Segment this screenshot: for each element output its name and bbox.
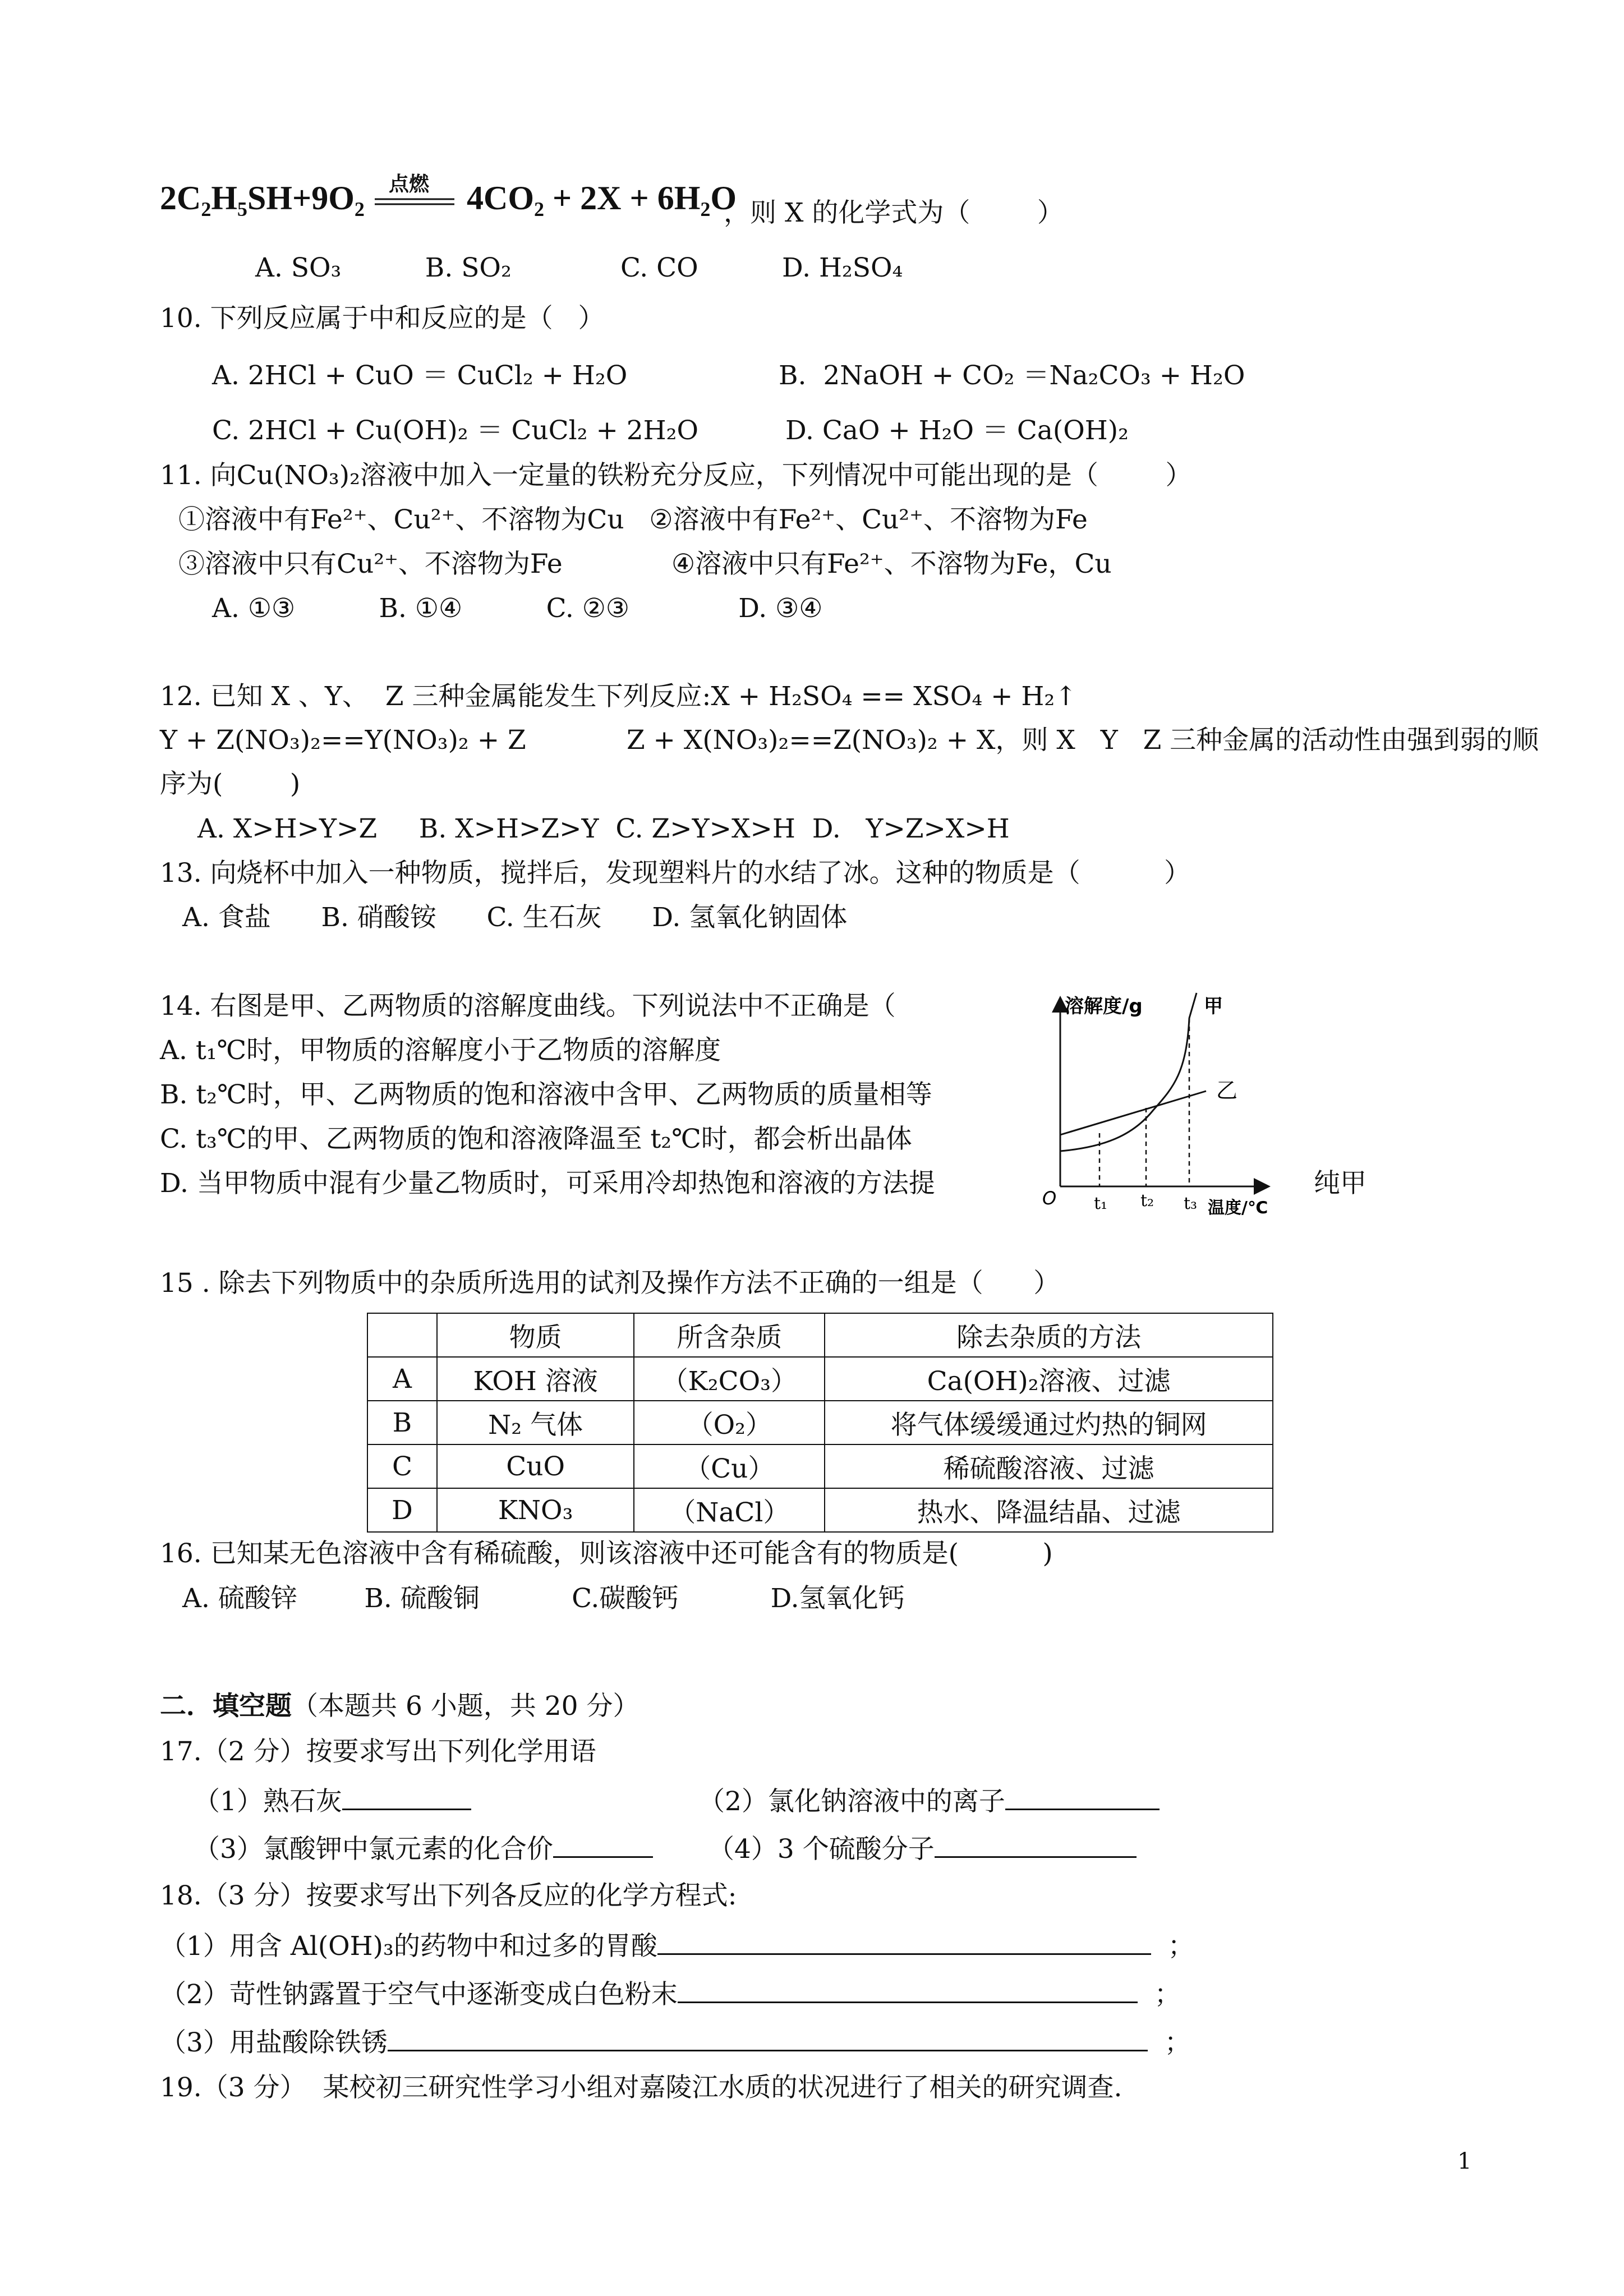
table-row [367,1488,1273,1532]
answer-blank[interactable] [678,1977,1138,2003]
q15-stem: 15 . 除去下列物质中的杂质所选用的试剂及操作方法不正确的一组是（ ） [160,1268,1060,1299]
q17-item-1 [194,1784,471,1819]
q15-table [367,1313,1273,1533]
table-cell: Ca(OH)₂溶液、过滤 [825,1357,1273,1401]
q10-stem: 10. 下列反应属于中和反应的是（ ） [160,303,605,334]
table-cell: KNO₃ [437,1488,634,1532]
q12-line-3: 序为( ) [160,769,301,799]
section-title: 二．填空题 [160,1691,292,1722]
q17-stem: 17.（2 分）按要求写出下列化学用语 [160,1736,596,1767]
table-header-row [367,1313,1273,1357]
table-row [367,1401,1273,1444]
q18-stem: 18.（3 分）按要求写出下列各反应的化学方程式: [160,1880,737,1911]
chart-ylabel: 溶解度/g [1065,995,1143,1018]
q11-stem: 11. 向Cu(NO₃)₂溶液中加入一定量的铁粉充分反应，下列情况中可能出现的是（ ） [160,460,1192,491]
answer-blank[interactable] [657,1929,1151,1955]
table-cell: N₂ 气体 [437,1401,634,1444]
q17-item-4 [708,1832,1137,1866]
q17-item-1-label: （1）熟石灰 [194,1786,342,1817]
table-cell: D [367,1488,437,1532]
answer-blank[interactable] [553,1832,653,1858]
table-header: 所含杂质 [634,1313,825,1357]
solubility-chart [1038,984,1290,1231]
q17-item-4-label: （4）3 个硫酸分子 [708,1834,935,1865]
q9-question: ，则 X 的化学式为（ ） [724,197,1064,228]
q12-stem: 12. 已知 X 、Y、 Z 三种金属能发生下列反应:X + H₂SO₄ == XSO₄ + H₂↑ [160,681,1077,712]
q18-item-3-semicolon: ； [1164,2027,1191,2058]
q12-line-2: Y + Z(NO₃)₂==Y(NO₃)₂ + Z Z + X(NO₃)₂==Z(NO₃)₂ + X，则 X Y Z 三种金属的活动性由强到弱的顺 [160,725,1539,756]
table-cell: （Cu） [634,1444,825,1488]
q18-item-2 [160,1977,1181,2012]
q10-option-b: B. 2NaOH + CO₂ ＝Na₂CO₃ + H₂O [779,360,1245,391]
q10-option-a: A. 2HCl + CuO ＝ CuCl₂ + H₂O [212,360,628,391]
q9-equation-left: 2C₂H₅SH+9O₂ [160,180,365,217]
q17-item-2 [698,1784,1160,1819]
table-header: 物质 [437,1313,634,1357]
chart-tick-t2: t₂ [1140,1191,1154,1211]
q9-arrow-double-line [375,197,454,206]
q9-equation-right: 4CO₂ + 2X + 6H₂O [467,180,737,217]
q14-option-b: B. t₂℃时，甲、乙两物质的饱和溶液中含甲、乙两物质的质量相等 [160,1079,932,1110]
q14-option-d-tail: 纯甲 [1314,1168,1367,1199]
q12-options: A. X>H>Y>Z B. X>H>Z>Y C. Z>Y>X>H D. Y>Z>X>H [197,813,1010,844]
chart-xlabel: 温度/℃ [1208,1198,1268,1218]
table-cell: 稀硫酸溶液、过滤 [825,1444,1273,1488]
q18-item-1-semicolon: ； [1167,1931,1194,1962]
q19-stem: 19.（3 分） 某校初三研究性学习小组对嘉陵江水质的状况进行了相关的研究调查. [160,2072,1122,2103]
answer-blank[interactable] [935,1832,1137,1858]
table-header: 除去杂质的方法 [825,1313,1273,1357]
q10-option-c: C. 2HCl + Cu(OH)₂ ＝ CuCl₂ + 2H₂O [212,415,699,446]
q18-item-1-label: （1）用含 Al(OH)₃的药物中和过多的胃酸 [160,1931,657,1962]
q10-option-d: D. CaO + H₂O ＝ Ca(OH)₂ [785,415,1129,446]
q17-item-3 [194,1832,653,1866]
q17-item-3-label: （3）氯酸钾中氯元素的化合价 [194,1834,553,1865]
table-cell: C [367,1444,437,1488]
q14-option-d: D. 当甲物质中混有少量乙物质时，可采用冷却热饱和溶液的方法提 [160,1168,935,1199]
q14-option-c: C. t₃℃的甲、乙两物质的饱和溶液降温至 t₂℃时，都会析出晶体 [160,1124,912,1154]
table-cell: 热水、降温结晶、过滤 [825,1488,1273,1532]
answer-blank[interactable] [342,1784,471,1810]
table-cell: （O₂） [634,1401,825,1444]
chart-tick-t3: t₃ [1184,1194,1198,1213]
answer-blank[interactable] [388,2025,1148,2051]
q18-item-3 [160,2025,1191,2060]
table-cell: KOH 溶液 [437,1357,634,1401]
table-header [367,1313,437,1357]
q17-item-2-label: （2）氯化钠溶液中的离子 [698,1786,1005,1817]
q9-condition: 点燃 [389,172,430,196]
q18-item-2-label: （2）苛性钠露置于空气中逐渐变成白色粉末 [160,1979,678,2010]
table-cell: （K₂CO₃） [634,1357,825,1401]
q18-item-3-label: （3）用盐酸除铁锈 [160,2027,388,2058]
table-row [367,1444,1273,1488]
table-row [367,1357,1273,1401]
chart-label-yi: 乙 [1216,1078,1238,1103]
q11-options: A. ①③ B. ①④ C. ②③ D. ③④ [212,593,823,624]
table-cell: B [367,1401,437,1444]
q11-line-2: ③溶液中只有Cu²⁺、不溶物为Fe ④溶液中只有Fe²⁺、不溶物为Fe，Cu [178,549,1112,579]
page-number: 1 [1457,2148,1472,2174]
q9-options: A. SO₃ B. SO₂ C. CO D. H₂SO₄ [255,252,903,283]
answer-blank[interactable] [1005,1784,1160,1810]
section-heading [160,1690,639,1723]
section-note: （本题共 6 小题，共 20 分） [292,1691,640,1722]
chart-label-jia: 甲 [1204,995,1223,1018]
table-cell: （NaCl） [634,1488,825,1532]
chart-origin: O [1042,1188,1057,1209]
table-cell: 将气体缓缓通过灼热的铜网 [825,1401,1273,1444]
table-cell: A [367,1357,437,1401]
q11-line-1: ①溶液中有Fe²⁺、Cu²⁺、不溶物为Cu ②溶液中有Fe²⁺、Cu²⁺、不溶物为Fe [178,504,1088,535]
table-cell: CuO [437,1444,634,1488]
q16-options: A. 硫酸锌 B. 硫酸铜 C.碳酸钙 D.氢氧化钙 [182,1583,905,1614]
q18-item-2-semicolon: ； [1154,1979,1181,2010]
q14-stem: 14. 右图是甲、乙两物质的溶解度曲线。下列说法中不正确是（ [160,991,896,1022]
chart-tick-t1: t₁ [1094,1194,1108,1213]
q18-item-1 [160,1929,1194,1963]
q13-options: A. 食盐 B. 硝酸铵 C. 生石灰 D. 氢氧化钠固体 [182,902,848,933]
q14-option-a: A. t₁℃时，甲物质的溶解度小于乙物质的溶解度 [160,1035,721,1066]
q16-stem: 16. 已知某无色溶液中含有稀硫酸，则该溶液中还可能含有的物质是( ) [160,1538,1053,1569]
q13-stem: 13. 向烧杯中加入一种物质，搅拌后，发现塑料片的水结了冰。这种的物质是（ ） [160,858,1191,889]
